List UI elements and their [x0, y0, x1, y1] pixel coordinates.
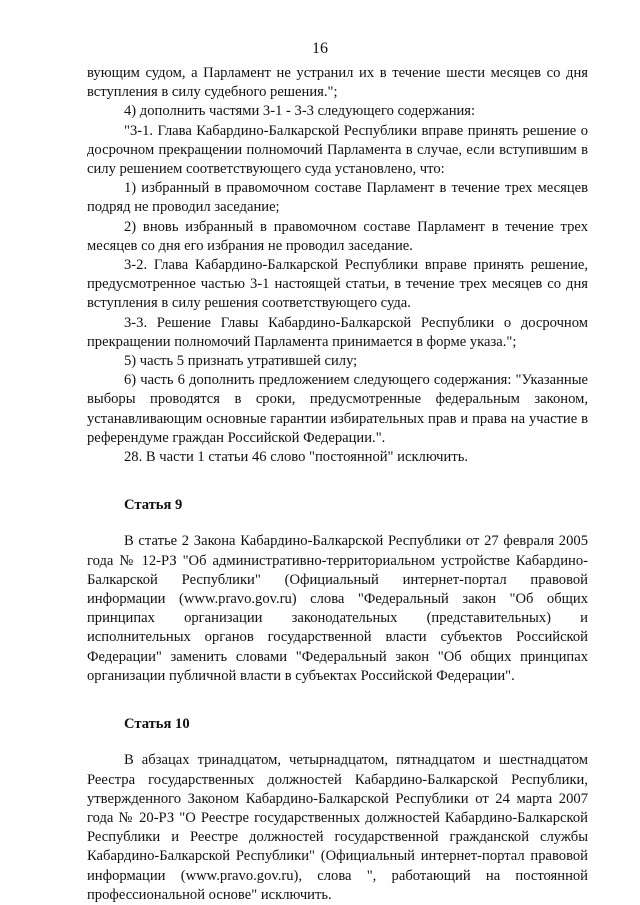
paragraph: 3-3. Решение Главы Кабардино-Балкарской Республики о досрочном прекращении полномочий Парламента принимается в форме указа."; [87, 314, 588, 350]
document-body [87, 64, 588, 905]
paragraph: 28. В части 1 статьи 46 слово "постоянной" исключить. [124, 449, 469, 466]
paragraph: 3-2. Глава Кабардино-Балкарской Республики вправе принять решение, предусмотренное частью 3-1 настоящей статьи, в течение трех месяцев со дня вступления в силу решения соответствующего суда. [87, 257, 588, 312]
article-10-heading: Статья 10 [124, 716, 190, 733]
paragraph: "3-1. Глава Кабардино-Балкарской Республики вправе принять решение о досрочном прекращении полномочий Парламента в случае, если вступившим в силу решением соответствующего суда установлено, что: [87, 122, 588, 178]
paragraph: 4) дополнить частями 3-1 - 3-3 следующего содержания: [124, 103, 476, 120]
article-10-text: В абзацах тринадцатом, четырнадцатом, пятнадцатом и шестнадцатом Реестра государственных должностей Кабардино-Балкарской Республики, утвержденного Законом Кабардино-Балкарской Республики от 24 марта 2007 года № 20-РЗ "О Реестре государственных должностей Кабардино-Балкарской Республики и Реестре должностей государственной гражданской службы Кабардино-Балкарской Республики" (Официальный интернет-портал правовой информации (www.pravo.gov.ru), слова ", работающий на постоянной профессиональной основе" исключить. [87, 752, 588, 903]
article-9-text: В статье 2 Закона Кабардино-Балкарской Республики от 27 февраля 2005 года № 12-РЗ "Об административно-территориальном устройстве Кабардино-Балкарской Республики" (Официальный интернет-портал правовой информации (www.pravo.gov.ru) слова "Федеральный закон "Об общих принципах организации законодательных (представительных) и исполнительных органов государственной власти субъектов Российской Федерации" заменить словами "Федеральный закон "Об общих принципах организации публичной власти в субъектах Российской Федерации". [87, 533, 588, 684]
paragraph: 1) избранный в правомочном составе Парламент в течение трех месяцев подряд не проводил заседание; [87, 180, 588, 216]
paragraph: вующим судом, а Парламент не устранил их в течение шести месяцев со дня вступления в силу судебного решения."; [87, 65, 588, 101]
article-9-heading: Статья 9 [124, 497, 183, 514]
page-number: 16 [312, 40, 328, 57]
paragraph: 2) вновь избранный в правомочном составе Парламент в течение трех месяцев со дня его избрания не проводил заседание. [87, 218, 588, 254]
paragraph: 6) часть 6 дополнить предложением следующего содержания: "Указанные выборы проводятся в сроки, предусмотренные федеральным законом, устанавливающим основные гарантии избирательных прав и права на участие в референдуме граждан Российской Федерации.". [87, 372, 588, 446]
paragraph: 5) часть 5 признать утратившей силу; [124, 353, 358, 370]
